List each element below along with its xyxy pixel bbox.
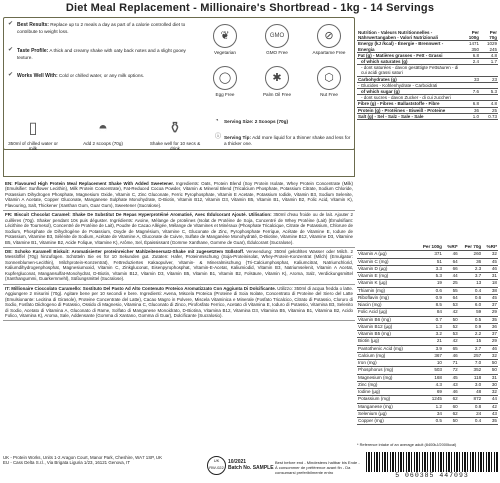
nutrition-row [357, 41, 498, 52]
vitamin-label: Phosphorus (mg) [357, 367, 416, 374]
vitamin-label: Iron (mg) [357, 360, 416, 367]
best-before: Best before end - Mindestens haltbar bis Ende - À consommer de préférence avant fin - Da consumarsi preferibilmente entro [275, 460, 360, 475]
value-per-serving: 352 [459, 367, 483, 374]
vitamin-label: Folic Acid (µg) [357, 309, 416, 316]
vitamin-label: Vitamin D (µg) [357, 265, 416, 272]
vitamin-row [357, 331, 498, 338]
value-per-serving: 36 [459, 258, 483, 265]
value-per-serving: 0.8 [459, 403, 483, 410]
ri-per-serving: 32 [482, 389, 498, 396]
value-per-serving: 2.7 [459, 345, 483, 352]
value-per-serving: 0.73 [480, 113, 498, 119]
ri-per-100g: 66 [443, 265, 459, 272]
value-per-100g: 1471 350 [460, 41, 480, 52]
value-per-serving [480, 65, 498, 76]
nut-icon: ⬡ [317, 66, 341, 90]
value-per-100g: 3.9 [416, 345, 443, 352]
ri-per-100g: 46 [443, 352, 459, 359]
ri-per-100g: 53 [443, 302, 459, 309]
vitamin-row [357, 345, 498, 352]
ingredients-it: IT: Millionaire Cioccolato Caramello: Sostituto Del Pasto Ad Alto Contenuto Proteico Aromatizzato Con Aggiunta Di Dolcificante. Utilizzo: 350ml di acqua fredda o latte. Aggiungere 2 misurini (70g). Agitare bene per 10 secondi e bere. Ingredienti: Avena, Miscela Proteica (Proteine di Soia Isolate, Concentrato di Proteine del Siero del Latte (Emulsionante: Lecitina di Girasole), Proteine Concentrate del Latte), Cacao Magro in Polvere, Miscela Vitaminica e Minerale (Fosfato Tricalcico, Citrato di Potassio, Cloruro di Sodio, Fosfato Diidrogeno di Potassio, Ossido di Magnesio, Vitamina C, Gluconato di Zinco, Pirofosfato Ferrico, Acetato di Vitamina E, Ioduro di Potassio, Vitamina B3, Selenito di Sodio, Acetato di Vitamina A, Gluconato di Rame, Solfato di Manganese Monoidrato, D-Biotina, Vitamina B12, Vitamina D3, Vitamina B5, Vitamina B1, Vitamina B2, Acido Folico, Vitamina K), Aroma, Sale, Addensante (Gomma di Xantano, Gomma di Guar), Dolcificante (Sucralosio). [3, 285, 355, 322]
value-per-serving: 48 [459, 389, 483, 396]
vitamin-row [357, 396, 498, 403]
vitamin-row [357, 251, 498, 258]
value-per-serving: 59 [459, 309, 483, 316]
best-results: ✔ Best Results: Replace up to 2 meals a day as part of a calorie controlled diet to contribute to weight loss. [8, 21, 186, 34]
value-per-100g: 1.0 [460, 113, 480, 119]
info-icon: ⓘ [215, 134, 222, 140]
value-per-100g: 1.3 [416, 323, 443, 330]
ri-per-100g: 25 [443, 280, 459, 287]
vitamin-label: Vitamin A (µg) [357, 251, 416, 258]
ri-per-serving: 31 [482, 273, 498, 280]
vitamin-row [357, 294, 498, 301]
vitamin-label: Vitamin C (mg) [357, 258, 416, 265]
reference-note: * Reference intake of an average adult (8400kJ/2000kcal) [357, 442, 457, 447]
shaker-icon: ⚱ [168, 120, 182, 137]
value-per-serving: 1029 245 [480, 41, 498, 52]
vitamin-label: Zinc (mg) [357, 381, 416, 388]
value-per-serving: 0.5 [459, 316, 483, 323]
vitamin-label: Selenium (µg) [357, 410, 416, 417]
ri-per-serving: 35 [482, 316, 498, 323]
ri-per-serving: 50 [482, 360, 498, 367]
value-per-100g: 7.6 [460, 89, 480, 95]
ri-per-serving: 37 [482, 331, 498, 338]
nutrient-label: Carbohydrates (g) [357, 76, 460, 82]
vitamin-row [357, 389, 498, 396]
vitamin-label: Pantothenic Acid (mg) [357, 345, 416, 352]
value-per-100g: 10 [416, 360, 443, 367]
vitamin-row [357, 309, 498, 316]
value-per-100g: 34 [416, 410, 443, 417]
ingredients-fr: FR: Biscuit Chocolat Caramel: Shake De Substitut De Repas Hyperprotéiné Aromatisé, Avec Édulcorant Ajouté. Utilisation: 350ml d'eau froide ou de lait. Ajouter 2 cuillères (70g). Shaker pendant 10s puis déguster. Ingrédients: Avoine, Mélange de protéines (Isolat de Protéine de Soja, Concentré de Whey Protéine (Lait) (Émulsifiant: Lécithine de Tournesol), Concentré de Protéine de Lait), Poudre de Cacao Allégée, Mélange de Vitamines et Minéraux (Phosphate Tricalcique, Citrate de Potassium, Chlorure de Sodium, Phosphate de Dihydrogène de Potassium, Oxyde de Magnésium, Vitamine C, Gluconate de Zinc, Pyrophosphate Ferrique, Acétate de Vitamine E, Iodure de Potassium, Vitamine B3, Sélénite de Sodium, Acétate de Vitamine A, Gluconate de Cuivre, Sulfate de Manganèse Monohydraté, D-Biotine, Vitamine B12, Vitamine D3, Vitamine B5, Vitamine B1, Vitamine B2, Acide Folique, Vitamine K), Arôme, Sel, Épaississant (Gomme Xanthane, Gomme de Guar), Édulcorant (Sucralose). [3, 211, 355, 248]
vitamin-label: Vitamin B12 (µg) [357, 323, 416, 330]
value-per-serving: 872 [459, 396, 483, 403]
ri-per-serving: 50 [482, 367, 498, 374]
value-per-serving: 13 [459, 280, 483, 287]
vitamin-label: Magnesium (mg) [357, 374, 416, 381]
ri-per-serving: 38 [482, 287, 498, 294]
check-icon: ✔ [8, 72, 14, 78]
ri-per-100g: 42 [443, 338, 459, 345]
palm-icon: ✱ [265, 66, 289, 90]
vitamin-row [357, 287, 498, 294]
vitamin-row [357, 381, 498, 388]
value-per-serving: 7.0 [459, 360, 483, 367]
vitamin-row [357, 316, 498, 323]
gmo-icon: GMO [265, 24, 289, 48]
eu-address: EU - Cass Delta S.r.l., Via Brigata Liguria 1/23, 16121 Genova, IT [3, 460, 131, 466]
value-per-serving: 0.4 [459, 418, 483, 425]
vitamin-label: Manganese (mg) [357, 403, 416, 410]
vitamin-row [357, 352, 498, 359]
ri-per-serving: 32 [482, 251, 498, 258]
vitamin-label: Niacin (mg) [357, 302, 416, 309]
value-per-serving: 1.7 [480, 59, 498, 65]
nutrient-label: Fat (g) - Matières grasses - Fett - Grassi [357, 52, 460, 58]
ri-per-serving: 30 [482, 381, 498, 388]
step-shake: ⚱ Shake well for 10 secs & drink [148, 116, 202, 152]
value-per-serving: 24 [459, 410, 483, 417]
batch-info: 10/2021 Batch No. SAMPLE [228, 459, 274, 471]
value-per-100g: 503 [416, 367, 443, 374]
vitamin-row [357, 374, 498, 381]
vitamin-label: Thiamin (mg) [357, 287, 416, 294]
ri-per-100g: 46 [443, 389, 459, 396]
vegetarian-badge: ❦ Vegetarian [200, 24, 250, 55]
value-per-serving: 118 [459, 374, 483, 381]
nutrient-label: of which saturates (g) [357, 59, 460, 65]
ri-per-100g: 64 [443, 294, 459, 301]
vitamin-label: Biotin (µg) [357, 338, 416, 345]
vitamin-row [357, 280, 498, 287]
value-per-100g: 51 [416, 258, 443, 265]
ri-per-serving: 29 [482, 309, 498, 316]
step-water: ▯ 350ml of chilled water or milk [6, 116, 60, 152]
nutrient-label: - dont saturées - davon gesättigte Fettsäuren - di cui acidi grassi saturi [357, 65, 460, 76]
nutrition-row [357, 65, 498, 76]
ri-per-100g: 62 [443, 396, 459, 403]
barcode [366, 452, 498, 480]
value-per-serving: 257 [459, 352, 483, 359]
ri-per-100g: 46 [443, 251, 459, 258]
vitamin-row [357, 367, 498, 374]
ri-per-100g: 60 [443, 403, 459, 410]
barcode-bars [366, 452, 498, 472]
barcode-number: 5 060385 447093 [395, 472, 469, 479]
ri-per-serving: 35 [482, 418, 498, 425]
vitamin-table [357, 244, 498, 425]
egg-icon: ◯ [213, 66, 237, 90]
value-per-100g [460, 65, 480, 76]
value-per-serving: 0.9 [459, 323, 483, 330]
ingredient-sections [3, 180, 355, 321]
value-per-serving: 3.0 [459, 381, 483, 388]
nutrient-label: of which sugar (g) [357, 89, 460, 95]
leaf-icon: ❦ [213, 24, 237, 48]
value-per-100g: 0.7 [416, 316, 443, 323]
vitamin-row [357, 258, 498, 265]
ri-per-100g: 50 [443, 418, 459, 425]
value-per-100g: 69 [416, 389, 443, 396]
glass-icon: ▯ [28, 120, 38, 137]
vitamin-label: Vitamin B6 (mg) [357, 316, 416, 323]
value-per-100g: 0.9 [416, 294, 443, 301]
ri-per-100g: 71 [443, 360, 459, 367]
vitamin-label: Calcium (mg) [357, 352, 416, 359]
nutrition-header: Nutrition - Valeurs Nutritionnelles - Nährwertangaben - Valori Nutrizionali Per 100g Per 70g [358, 30, 497, 41]
value-per-100g: 367 [416, 352, 443, 359]
value-per-100g: 5.3 [416, 273, 443, 280]
nutrition-row [357, 52, 498, 58]
value-per-100g: 8.5 [416, 302, 443, 309]
value-per-100g: 84 [416, 309, 443, 316]
uk-address: UK - Protein Works, Units 1-2 Aragon Court, Manor Park, Cheshire, WA7 1SP, UK [3, 455, 163, 460]
value-per-100g: 3.2 [416, 331, 443, 338]
value-per-100g: 3.3 [416, 265, 443, 272]
vitamin-label: Vitamin E (mg) [357, 273, 416, 280]
value-per-serving: 2.2 [459, 331, 483, 338]
aspartame-free-badge: ⊘ Aspartame Free [304, 24, 354, 55]
taste-profile: ✔ Taste Profile: A thick and creamy shake with oaty back notes and a slight gooey texture. [8, 47, 186, 60]
vitamin-label: Copper (mg) [357, 418, 416, 425]
value-per-serving: 4.8 [480, 52, 498, 58]
value-per-100g: 6.8 [460, 101, 480, 107]
vitamin-label: Vitamin K (µg) [357, 280, 416, 287]
value-per-serving: 4.8 [480, 101, 498, 107]
value-per-100g: 1.2 [416, 403, 443, 410]
ri-per-serving: 32 [482, 352, 498, 359]
nutrient-label: Salt (g) - Sel - Salz - Sale - Sale [357, 113, 460, 119]
palm-oil-free-badge: ✱ Palm Oil Free [252, 66, 302, 97]
value-per-100g: 1245 [416, 396, 443, 403]
ri-per-serving: 43 [482, 410, 498, 417]
ingredients-en: EN: Flavoured High Protein Meal Replacement Shake With Added Sweetener. Ingredients: Oats, Protein Blend (Soy Protein Isolate, Whey Protein Concentrate (Milk) (Emulsifier: Sunflower Lecithin), Milk Protein Concentrate), Fat-Reduced Cocoa Powder, Vitamin & Mineral Blend (Tricalcium Phosphate, Potassium Citrate, Sodium Chloride, Potassium Dihydrogen Phosphate, Magnesium Oxide, Vitamin C, Zinc Gluconate, Ferric Pyrophosphate, Vitamin E Acetate, Potassium Iodide, Vitamin B3, Sodium Selenite, Vitamin A Acetate, Copper Gluconate, Manganese Sulphate Monohydrate, D-Biotin, Vitamin B12, Vitamin D3, Vitamin B5, Vitamin B1, Vitamin B2, Folic Acid, Vitamin K), Flavouring, Salt, Thickener (Xanthan Gum, Guar Gum), Sweetener (Sucralose). [3, 180, 355, 211]
vitamin-label: Riboflavin (mg) [357, 294, 416, 301]
no-aspartame-icon: ⊘ [317, 24, 341, 48]
serving-tip: ⓘ Serving Tip: Add more liquid for a thinner shake and less for a thicker one. [215, 134, 351, 146]
value-per-100g: 168 [416, 374, 443, 381]
value-per-100g: 19 [416, 280, 443, 287]
value-per-serving: 2.3 [459, 265, 483, 272]
page-title: Diet Meal Replacement - Millionaire's Shortbread - 1kg - 14 Servings [65, 2, 435, 14]
value-per-serving: 0.6 [459, 294, 483, 301]
preparation-steps [3, 115, 355, 177]
vitamin-row [357, 273, 498, 280]
vitamin-row [357, 323, 498, 330]
value-per-100g: 4.3 [416, 381, 443, 388]
nutrient-label: Fibre (g) - Fibres - Ballaststoffe - Fibre [357, 101, 460, 107]
ri-per-100g: 64 [443, 258, 459, 265]
value-per-100g: 6.8 [460, 52, 480, 58]
nutrient-label: Protein (g) - Protéines - Eiweiß - Proteine [357, 107, 460, 113]
vitamin-row [357, 410, 498, 417]
nutrition-table [357, 30, 498, 120]
value-per-serving: 260 [459, 251, 483, 258]
ri-per-serving: 46 [482, 265, 498, 272]
value-per-100g: 21 [416, 338, 443, 345]
value-per-100g: 36 [460, 107, 480, 113]
nutrient-label: Energy (kJ /kcal) - Énergie - Brennwert - Energia [357, 41, 460, 52]
ri-per-100g: 52 [443, 323, 459, 330]
uk-health-mark: UK RW-022 [207, 456, 226, 475]
ri-per-100g: 72 [443, 367, 459, 374]
nut-free-badge: ⬡ Nut Free [304, 66, 354, 97]
nutrition-row [357, 107, 498, 113]
check-icon: ✔ [8, 21, 14, 27]
value-per-100g: 0.6 [416, 287, 443, 294]
ri-per-serving: 18 [482, 280, 498, 287]
ri-per-100g: 55 [443, 287, 459, 294]
scoop-icon: ◓ [98, 120, 108, 137]
egg-free-badge: ◯ Egg Free [200, 66, 250, 97]
value-per-serving: 5.3 [480, 89, 498, 95]
value-per-serving: 15 [459, 338, 483, 345]
ri-per-100g: 43 [443, 381, 459, 388]
nutrition-row [357, 113, 498, 119]
nutrient-label: - Glucides - Kohlenhydrate - Carboidrati [357, 82, 460, 88]
ri-per-100g: 42 [443, 309, 459, 316]
serving-size: ◔ Serving Size: 2 Scoops (70g) [215, 118, 289, 124]
vitamin-row [357, 302, 498, 309]
vitamin-row [357, 403, 498, 410]
step-scoops: ◓ Add 2 scoops (70g) [76, 116, 130, 146]
value-per-serving: 25 [480, 107, 498, 113]
value-per-100g: 371 [416, 251, 443, 258]
value-per-100g: 2.4 [460, 59, 480, 65]
vitamin-row [357, 418, 498, 425]
nutrition-row [357, 101, 498, 107]
vitamin-label: Potassium (mg) [357, 396, 416, 403]
ri-per-serving: 36 [482, 323, 498, 330]
ri-per-serving: 29 [482, 338, 498, 345]
ingredients-de: DE: Schoko Karamell Biskuit: Aromatisierter proteinreicher Mahlzeitenersatz-Shake mit zugesetztem Süßstoff. Verwendung: 350ml gekühltes Wasser oder Milch. 2 Messlöffel (70g) hinzufügen. Schütteln Sie es für 10 Sekunden gut. Zutaten: Hafer, Proteinmischung (Soja-Proteinisolat, Whey-Protein-Konzentrat (Milch) (Emulgator: Sonnenblumen-Lecithin), Milchprotein-Konzentrat), Fettreduziertes Kakaopulver, Vitamin- & Mineralmischung (Tri-Calciumphosphat, Kaliumcitrat, Natriumchlorid, Kaliumdihydrogenphosphat, Magnesiumoxid, Vitamin C, Zinkgluconat, Eisenpyrophosphat, Vitamin-E-Acetat, Kaliumiodid, Vitamin B3, Natriumselenit, Vitamin A Acetat, Kupfergluconat, Mangansulfat-Monohydrat, D-Biotin, Vitamin B12, Vitamin D3, Vitamin B5, Vitamin B1, Vitamin B2, Folsäure, Vitamin K), Aroma, Salz, Verdickungsmittel (Xanthangummi, Guarkernmehl), Süßungsmittel (Sucralose). [3, 248, 355, 285]
ri-per-serving: 45 [482, 294, 498, 301]
check-icon: ✔ [8, 47, 14, 53]
ri-per-serving: 44 [482, 396, 498, 403]
vitamin-row [357, 338, 498, 345]
vitamin-label: Vitamin B5 (mg) [357, 331, 416, 338]
ri-per-100g: 65 [443, 345, 459, 352]
ri-per-100g: 44 [443, 273, 459, 280]
ri-per-100g: 50 [443, 316, 459, 323]
value-per-serving: 6.0 [459, 302, 483, 309]
vitamin-header: Per 100g %RI* Per 70g %RI* [357, 244, 498, 251]
ri-per-100g: 53 [443, 331, 459, 338]
vitamin-label: Iodine (µg) [357, 389, 416, 396]
ri-per-serving: 37 [482, 302, 498, 309]
ri-per-serving: 45 [482, 258, 498, 265]
vitamin-row [357, 265, 498, 272]
gmo-free-badge: GMO GMO Free [252, 24, 302, 55]
scoop-small-icon: ◔ [215, 118, 219, 124]
value-per-serving: 23 [480, 76, 498, 82]
value-per-100g: 0.5 [416, 418, 443, 425]
value-per-serving: 0.4 [459, 287, 483, 294]
left-panel [3, 17, 355, 150]
nutrient-label: - dont sucres - davon Zucker - di cui zuccheri [357, 95, 460, 101]
ri-per-serving: 46 [482, 345, 498, 352]
value-per-serving: 3.7 [459, 273, 483, 280]
vitamin-row [357, 360, 498, 367]
ri-per-serving: 31 [482, 374, 498, 381]
ri-per-100g: 62 [443, 410, 459, 417]
ri-per-100g: 45 [443, 374, 459, 381]
value-per-100g: 33 [460, 76, 480, 82]
ri-per-serving: 42 [482, 403, 498, 410]
works-well-with: ✔ Works Well With: Cold or chilled water, or any milk options. [8, 72, 145, 79]
